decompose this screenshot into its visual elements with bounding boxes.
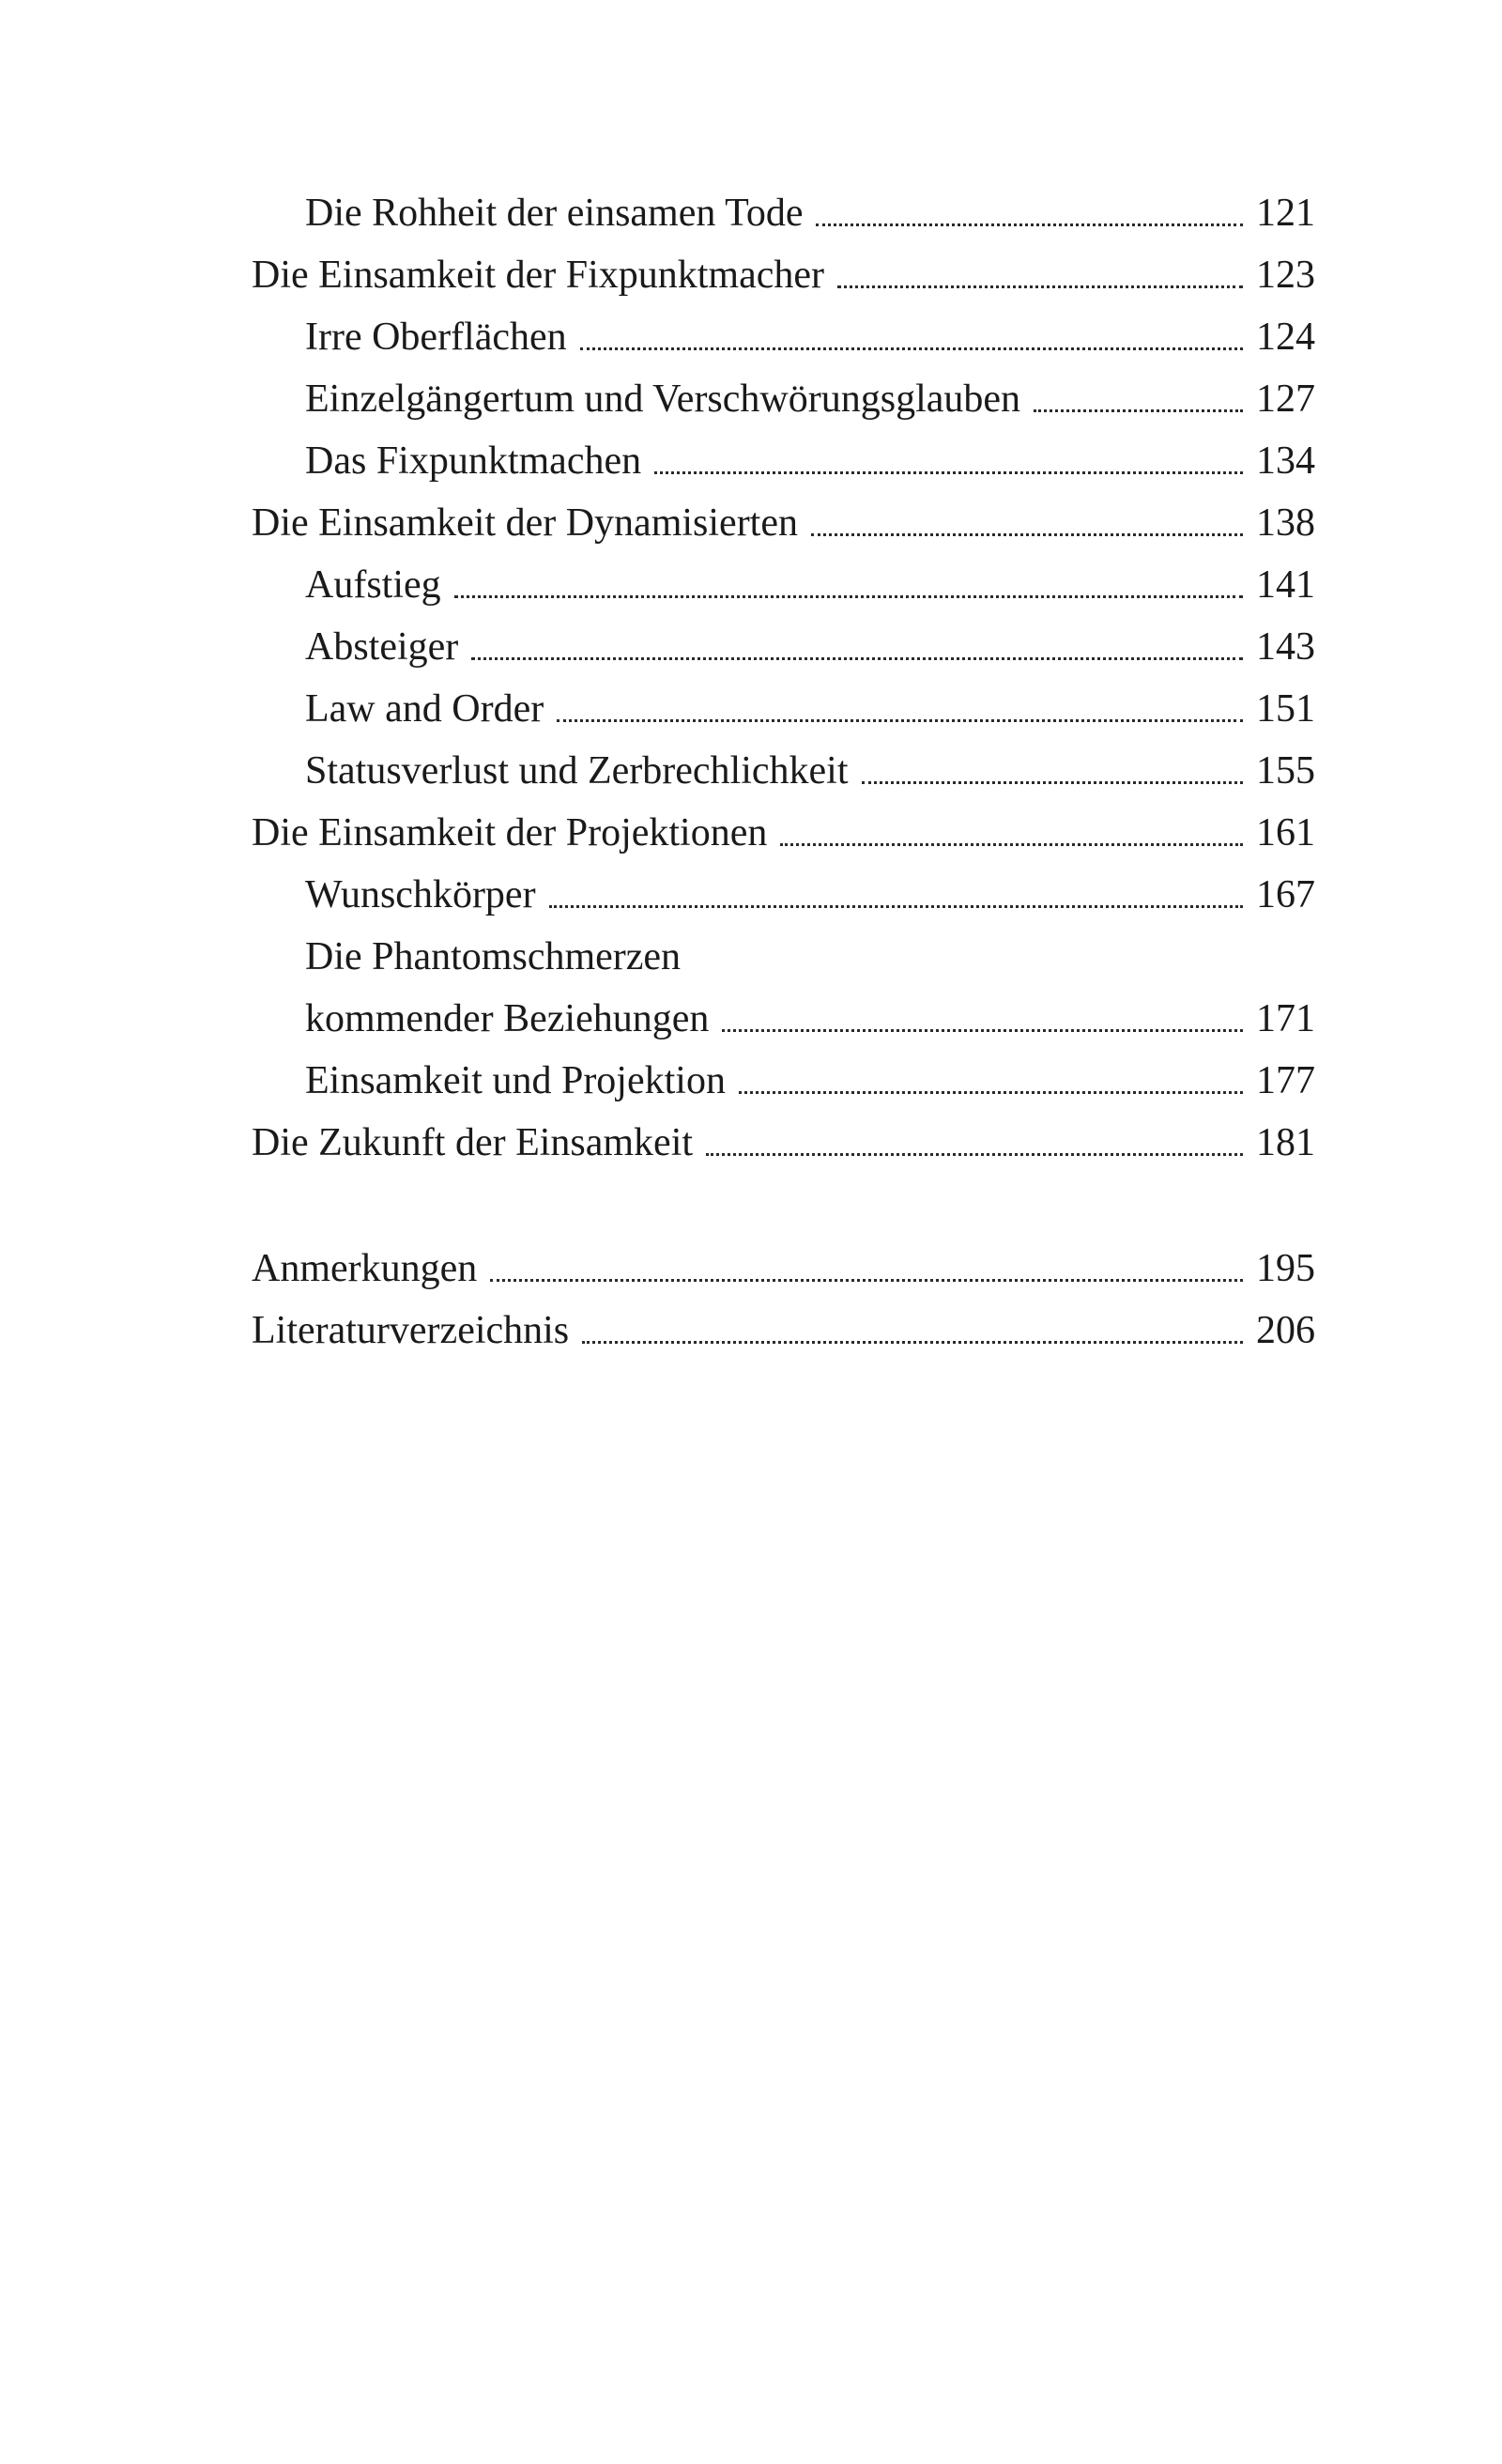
toc-entry-title: Einzelgängertum und Verschwörungsglauben [305, 377, 1021, 421]
dot-leader [837, 285, 1243, 288]
toc-entry-title: Wunschkörper [305, 873, 536, 916]
dot-leader [811, 533, 1243, 536]
toc-entry-title: Die Phantomschmerzen [305, 935, 682, 978]
toc-entry-page: 171 [1256, 997, 1315, 1040]
toc-entry [252, 239, 1315, 300]
toc-entry-page: 121 [1256, 192, 1315, 235]
toc-entry [305, 362, 1315, 424]
toc-entry-page: 151 [1256, 687, 1315, 731]
toc-entry-page: 177 [1256, 1059, 1315, 1102]
dot-leader [739, 1091, 1243, 1094]
dot-leader [780, 843, 1243, 846]
toc-entry [252, 1106, 1315, 1168]
toc-entry-title: Literaturverzeichnis [252, 1309, 570, 1352]
toc-entry-page: 155 [1256, 749, 1315, 793]
toc-entry [305, 610, 1315, 672]
toc-entry-title: Die Einsamkeit der Dynamisierten [252, 501, 798, 545]
toc-entry [252, 796, 1315, 858]
dot-leader [580, 347, 1243, 350]
toc-entry-title: kommender Beziehungen [305, 997, 710, 1040]
toc-entry [252, 486, 1315, 548]
toc-entry [305, 548, 1315, 610]
toc-entry-wrapped-line [305, 920, 1315, 982]
toc-entry-page: 138 [1256, 501, 1315, 545]
toc-entry-page: 127 [1256, 377, 1315, 421]
toc-entry [305, 424, 1315, 486]
toc-entry-title: Absteiger [305, 625, 459, 669]
toc-entry-page: 161 [1256, 811, 1315, 855]
dot-leader [490, 1279, 1243, 1282]
toc-entry-page: 181 [1256, 1121, 1315, 1164]
dot-leader [1034, 409, 1243, 412]
dot-leader [706, 1153, 1243, 1156]
toc-entry [305, 300, 1315, 362]
toc-entry [252, 1232, 1315, 1294]
toc-entry-page: 206 [1256, 1309, 1315, 1352]
toc-entry [305, 1044, 1315, 1106]
toc-entry-page: 124 [1256, 316, 1315, 359]
toc-entry-title: Law and Order [305, 687, 544, 731]
dot-leader [454, 595, 1243, 598]
toc-entry [305, 672, 1315, 734]
toc-entry-title: Aufstieg [305, 563, 441, 607]
dot-leader [654, 471, 1243, 474]
toc-entry-title: Die Einsamkeit der Projektionen [252, 811, 768, 855]
toc-entry-page: 143 [1256, 625, 1315, 669]
toc-entry-title: Irre Oberflächen [305, 316, 567, 359]
toc-entry [305, 982, 1315, 1044]
toc-entry-title: Die Einsamkeit der Fixpunktmacher [252, 254, 825, 297]
dot-leader [549, 905, 1243, 908]
toc-entry-title: Statusverlust und Zerbrechlichkeit [305, 749, 849, 793]
toc-entry-page: 134 [1256, 439, 1315, 483]
toc-entry-title: Die Zukunft der Einsamkeit [252, 1121, 694, 1164]
toc-entry-page: 141 [1256, 563, 1315, 607]
toc-entry-title: Einsamkeit und Projektion [305, 1059, 726, 1102]
toc-entry-title: Die Rohheit der einsamen Tode [305, 192, 804, 235]
toc-entry [305, 734, 1315, 796]
toc-entry-page: 167 [1256, 873, 1315, 916]
toc-entry [305, 177, 1315, 239]
dot-leader [557, 719, 1243, 722]
dot-leader [582, 1341, 1243, 1344]
dot-leader [471, 657, 1243, 660]
dot-leader [862, 781, 1243, 784]
toc-entry-page: 195 [1256, 1247, 1315, 1290]
toc-entry-title: Anmerkungen [252, 1247, 478, 1290]
toc-entry-title: Das Fixpunktmachen [305, 439, 642, 483]
dot-leader [722, 1029, 1243, 1032]
toc-entry [252, 1294, 1315, 1356]
toc-entry-page: 123 [1256, 254, 1315, 297]
dot-leader [816, 223, 1243, 226]
toc-entry [305, 858, 1315, 920]
